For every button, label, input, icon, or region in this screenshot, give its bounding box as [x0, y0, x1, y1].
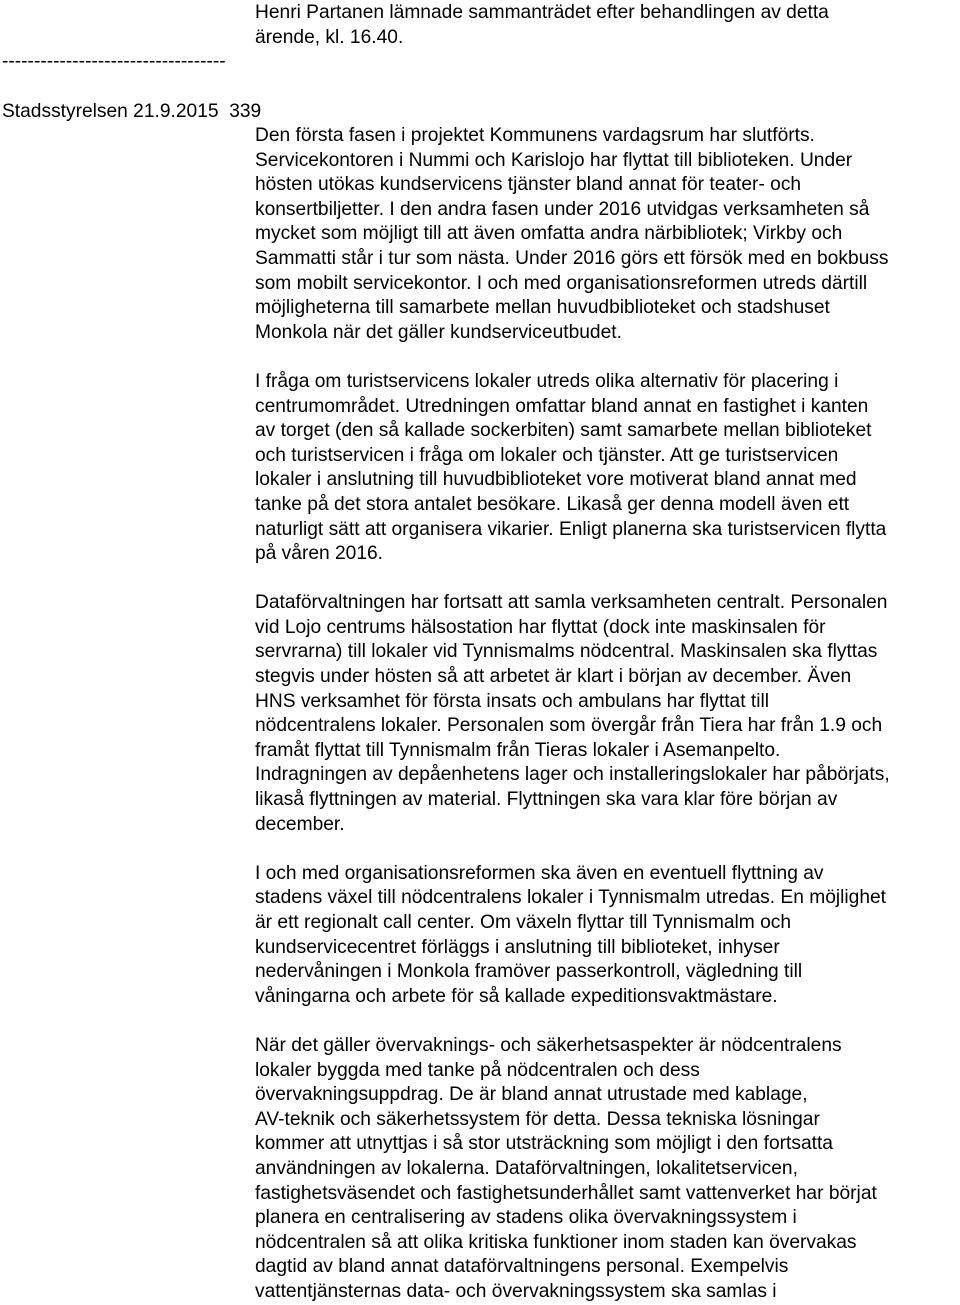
- intro-paragraph: [255, 1, 957, 50]
- paragraph-line: vid Lojo centrums hälsostation har flyttat (dock inte maskinsalen för: [255, 616, 826, 638]
- paragraph-line: Sammatti står i tur som nästa. Under 2016 görs ett försök med en bokbuss: [255, 247, 889, 269]
- paragraph-line: framåt flyttat till Tynnismalm från Tieras lokaler i Asemanpelto.: [255, 739, 781, 761]
- paragraph-line: nödcentralens lokaler. Personalen som övergår från Tiera har från 1.9 och: [255, 715, 883, 737]
- paragraph-line: centrumområdet. Utredningen omfattar bland annat en fastighet i kanten: [255, 395, 869, 417]
- body-paragraph-3: [255, 591, 957, 837]
- paragraph-line: nedervåningen i Monkola framöver passerkontroll, vägledning till: [255, 961, 803, 983]
- paragraph-line: I och med organisationsreformen ska även en eventuell flyttning av: [255, 862, 824, 884]
- paragraph-line: likaså flyttningen av material. Flyttningen ska vara klar före början av: [255, 789, 838, 811]
- paragraph-line: När det gäller övervaknings- och säkerhetsaspekter är nödcentralens: [255, 1034, 842, 1056]
- paragraph-line: kundservicecentret förläggs i anslutning till biblioteket, inhyser: [255, 936, 780, 958]
- paragraph-line: är ett regionalt call center. Om växeln flyttar till Tynnismalm och: [255, 912, 792, 933]
- body-paragraph-1: [255, 124, 957, 345]
- paragraph-line: Dataförvaltningen har fortsatt att samla verksamheten centralt. Personalen: [255, 592, 888, 614]
- minute-heading: Stadsstyrelsen 21.9.2015 339: [2, 101, 262, 122]
- intro-line: Henri Partanen lämnade sammanträdet efter behandlingen av detta: [255, 2, 829, 23]
- paragraph-line: som mobilt servicekontor. I och med organisationsreformen utreds därtill: [255, 272, 868, 294]
- paragraph-line: mycket som möjligt till att även omfatta andra närbibliotek; Virkby och: [255, 223, 843, 245]
- paragraph-line: I fråga om turistservicens lokaler utreds olika alternativ för placering i: [255, 370, 839, 392]
- paragraph-line: hösten utökas kundservicens tjänster bland annat för teater- och: [255, 174, 802, 196]
- paragraph-line: dagtid av bland annat dataförvaltningens personal. Exempelvis: [255, 1256, 789, 1278]
- paragraph-line: konsertbiljetter. I den andra fasen under 2016 utvidgas verksamheten så: [255, 198, 870, 220]
- paragraph-line: servrarna) till lokaler vid Tynnismalms nödcentral. Maskinsalen ska flyttas: [255, 641, 878, 663]
- paragraph-line: lokaler i anslutning till huvudbiblioteket vore motiverat bland annat med: [255, 469, 857, 491]
- document-body: [255, 124, 957, 1305]
- paragraph-line: Den första fasen i projektet Kommunens vardagsrum har slutförts.: [255, 125, 815, 146]
- paragraph-line: fastighetsväsendet och fastighetsunderhållet samt vattenverket har börjat: [255, 1182, 877, 1204]
- body-paragraph-5: [255, 1034, 957, 1305]
- paragraph-line: på våren 2016.: [255, 543, 384, 565]
- paragraph-line: Monkola när det gäller kundserviceutbudet.: [255, 321, 622, 343]
- paragraph-line: AV-teknik och säkerhetssystem för detta. Dessa tekniska lösningar: [255, 1108, 820, 1130]
- paragraph-line: Servicekontoren i Nummi och Karislojo har flyttat till biblioteken. Under: [255, 149, 853, 171]
- paragraph-line: planera en centralisering av stadens olika övervakningssystem i: [255, 1207, 797, 1229]
- paragraph-line: naturligt sätt att organisera vikarier. Enligt planerna ska turistservicen flytta: [255, 518, 887, 540]
- separator-line: -----------------------------------: [2, 51, 226, 72]
- body-paragraph-2: [255, 370, 957, 567]
- paragraph-line: tanke på det stora antalet besökare. Likaså ger denna modell även ett: [255, 493, 850, 515]
- paragraph-line: lokaler byggda med tanke på nödcentralen och dess: [255, 1059, 700, 1081]
- paragraph-line: våningarna och arbete för så kallade expeditionsvaktmästare.: [255, 985, 778, 1007]
- paragraph-line: Indragningen av depåenhetens lager och installeringslokaler har påbörjats,: [255, 764, 890, 786]
- paragraph-line: december.: [255, 813, 345, 835]
- paragraph-line: och turistservicen i fråga om lokaler och tjänster. Att ge turistservicen: [255, 444, 839, 466]
- paragraph-line: möjligheterna till samarbete mellan huvudbiblioteket och stadshuset: [255, 297, 830, 319]
- paragraph-line: av torget (den så kallade sockerbiten) samt samarbete mellan biblioteket: [255, 420, 872, 442]
- paragraph-line: stadens växel till nödcentralens lokaler i Tynnismalm utredas. En möjlighet: [255, 887, 887, 909]
- intro-line: ärende, kl. 16.40.: [255, 26, 404, 48]
- paragraph-line: HNS verksamhet för första insats och ambulans har flyttat till: [255, 690, 769, 712]
- paragraph-line: övervakningsuppdrag. De är bland annat utrustade med kablage,: [255, 1084, 808, 1106]
- paragraph-line: stegvis under hösten så att arbetet är klart i början av december. Även: [255, 666, 852, 688]
- paragraph-line: kommer att utnyttjas i så stor utsträckning som möjligt i den fortsatta: [255, 1133, 833, 1155]
- paragraph-line: användningen av lokalerna. Dataförvaltningen, lokalitetservicen,: [255, 1157, 798, 1179]
- body-paragraph-4: [255, 862, 957, 1010]
- paragraph-line: vattentjänsternas data- och övervakningssystem ska samlas i: [255, 1280, 777, 1302]
- paragraph-line: nödcentralen så att olika kritiska funktioner inom staden kan övervakas: [255, 1231, 857, 1253]
